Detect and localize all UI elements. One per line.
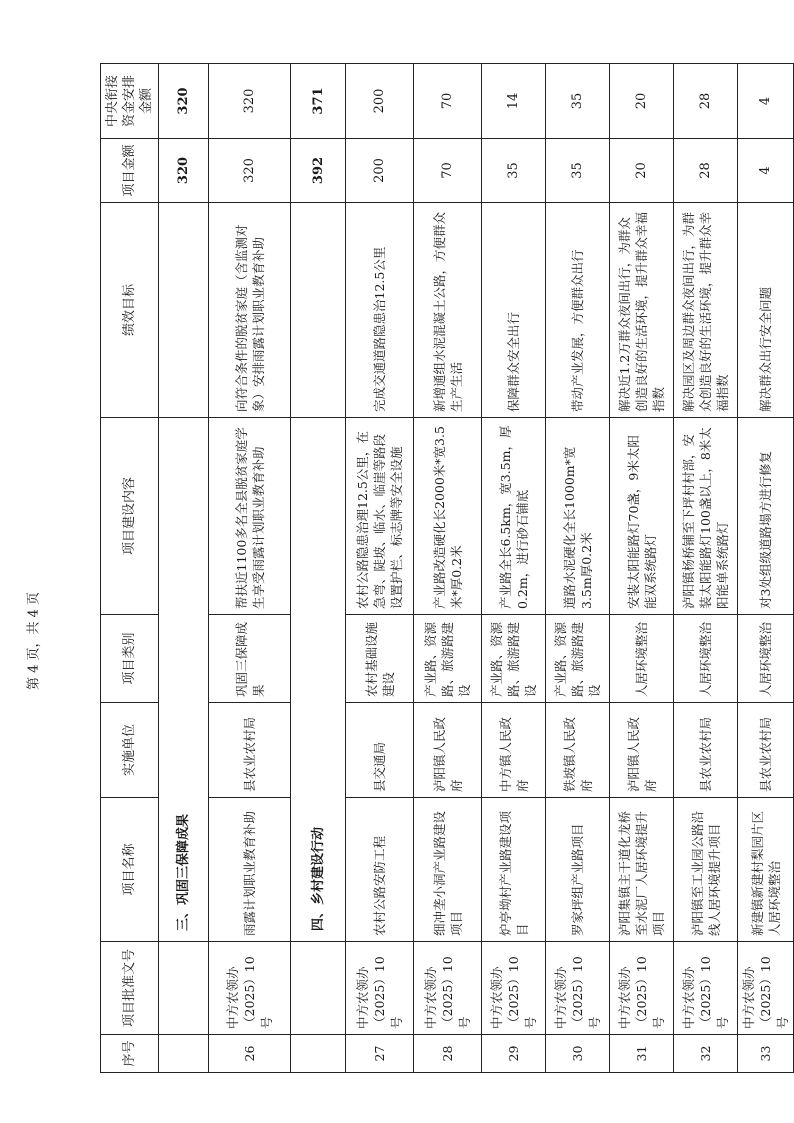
- row-goal: 解决群众出行安全问题: [738, 203, 794, 418]
- row-unit: 中方镇人民政府: [482, 703, 546, 798]
- row-category: 农村基础设施建设: [346, 615, 414, 703]
- row-central-amount: 70: [414, 64, 482, 139]
- section-row: [159, 64, 209, 1073]
- row-goal: 向符合条件的脱贫家庭（含监测对象）安排雨露计划职业教育补助: [209, 203, 291, 418]
- row-content: 帮扶近1100多名全县脱贫家庭学生享受雨露计划职业教育补助: [209, 418, 291, 615]
- row-name: 泸阳集镇主干道化龙桥至水泥厂人居环境提升项目: [610, 798, 674, 942]
- row-name: 泸阳镇至工业园公路沿线人居环境提升项目: [674, 798, 738, 942]
- row-content: 产业路全长6.5km，宽3.5m，厚0.2m，进行砂石铺底: [482, 418, 546, 615]
- row-unit: 县农业农村局: [674, 703, 738, 798]
- page-number: 第 4 页，共 4 页: [26, 591, 42, 691]
- row-content: 道路水泥硬化全长1000m*宽3.5m厚0.2米: [546, 418, 610, 615]
- row-no: 28: [414, 1035, 482, 1073]
- row-name: 细冲垄小洞产业路建设项目: [414, 798, 482, 942]
- row-content: 产业路改造硬化长2000米*宽3.5米*厚0.2米: [414, 418, 482, 615]
- page-footer: [12, 586, 52, 696]
- row-content: 农村公路隐患治理12.5公里，在急弯、陡坡、临水、临崖等路段设置护栏、标志牌等安全设施: [346, 418, 414, 615]
- row-goal: 新增通组水泥混凝土公路，方便群众生产生活: [414, 203, 482, 418]
- row-name: 雨露计划职业教育补助: [209, 798, 291, 942]
- row-no: 33: [738, 1035, 794, 1073]
- header-goal: 绩效目标: [101, 203, 159, 418]
- row-no: 30: [546, 1035, 610, 1073]
- row-unit: 县农业农村局: [209, 703, 291, 798]
- section-amount: 392: [291, 139, 346, 203]
- row-central-amount: 14: [482, 64, 546, 139]
- row-approval: 中方农领办（2025）10号: [674, 942, 738, 1035]
- row-category: 巩固三保障成果: [209, 615, 291, 703]
- header-approval: 项目批准文号: [101, 942, 159, 1035]
- row-no: 32: [674, 1035, 738, 1073]
- row-approval: 中方农领办（2025）10号: [482, 942, 546, 1035]
- row-category: 人居环境整治: [674, 615, 738, 703]
- row-goal: 带动产业发展，方便群众出行: [546, 203, 610, 418]
- row-goal: 解决近1.2万群众夜间出行，为群众创造良好的生活环境，提升群众幸福指数: [610, 203, 674, 418]
- header-unit: 实施单位: [101, 703, 159, 798]
- section-amount: 320: [159, 139, 209, 203]
- project-table: [100, 63, 794, 1073]
- row-name: 罗家坪组产业路项目: [546, 798, 610, 942]
- row-category: 产业路、资源路、旅游路建设: [482, 615, 546, 703]
- header-no: 序号: [101, 1035, 159, 1073]
- header-name: 项目名称: [101, 798, 159, 942]
- row-amount: 4: [738, 139, 794, 203]
- table-row: [738, 64, 794, 1073]
- row-unit: 县交通局: [346, 703, 414, 798]
- row-category: 产业路、资源路、旅游路建设: [414, 615, 482, 703]
- row-unit: 县农业农村局: [738, 703, 794, 798]
- row-goal: 解决园区及周边群众夜间出行，为群众创造良好的生活环境，提升群众幸福指数: [674, 203, 738, 418]
- table-row: [482, 64, 546, 1073]
- table-row: [674, 64, 738, 1073]
- row-amount: 35: [546, 139, 610, 203]
- row-central-amount: 20: [610, 64, 674, 139]
- row-goal: 保障群众安全出行: [482, 203, 546, 418]
- section-title: 四、乡村建设行动: [291, 418, 346, 942]
- row-amount: 28: [674, 139, 738, 203]
- row-approval: 中方农领办（2025）10号: [414, 942, 482, 1035]
- row-central-amount: 28: [674, 64, 738, 139]
- row-category: 人居环境整治: [738, 615, 794, 703]
- section-row: [291, 64, 346, 1073]
- table-row: [414, 64, 482, 1073]
- row-content: 泸阳镇杨桥铺至下坪村村部，安装太阳能路灯100盏以上，8米太阳能单系统路灯: [674, 418, 738, 615]
- rotated-table-wrapper: [100, 64, 790, 1073]
- row-no: 27: [346, 1035, 414, 1073]
- header-amount: 项目金额: [101, 139, 159, 203]
- table-header-row: [101, 64, 159, 1073]
- table-row: [546, 64, 610, 1073]
- row-amount: 200: [346, 139, 414, 203]
- row-name: 炉亭坳村产业路建设项目: [482, 798, 546, 942]
- table-row: [209, 64, 291, 1073]
- row-no: 26: [209, 1035, 291, 1073]
- section-central-amount: 320: [159, 64, 209, 139]
- row-unit: 泸阳镇人民政府: [414, 703, 482, 798]
- row-central-amount: 320: [209, 64, 291, 139]
- row-goal: 完成交通道路隐患治12.5公里: [346, 203, 414, 418]
- row-category: 产业路、资源路、旅游路建设: [546, 615, 610, 703]
- row-approval: 中方农领办（2025）10号: [209, 942, 291, 1035]
- row-unit: 泸阳镇人民政府: [610, 703, 674, 798]
- row-central-amount: 4: [738, 64, 794, 139]
- row-name: 农村公路安防工程: [346, 798, 414, 942]
- row-content: 安装太阳能路灯70盏，9米太阳能双系统路灯: [610, 418, 674, 615]
- row-approval: 中方农领办（2025）10号: [738, 942, 794, 1035]
- header-central: 中央衔接资金安排金额: [101, 64, 159, 139]
- row-content: 对3处组级道路塌方进行修复: [738, 418, 794, 615]
- row-approval: 中方农领办（2025）10号: [610, 942, 674, 1035]
- row-approval: 中方农领办（2025）10号: [346, 942, 414, 1035]
- row-approval: 中方农领办（2025）10号: [546, 942, 610, 1035]
- row-unit: 铁坡镇人民政府: [546, 703, 610, 798]
- header-content: 项目建设内容: [101, 418, 159, 615]
- row-amount: 320: [209, 139, 291, 203]
- row-amount: 20: [610, 139, 674, 203]
- header-category: 项目类别: [101, 615, 159, 703]
- row-amount: 35: [482, 139, 546, 203]
- table-row: [610, 64, 674, 1073]
- row-central-amount: 200: [346, 64, 414, 139]
- row-category: 人居环境整治: [610, 615, 674, 703]
- section-title: 三、巩固三保障成果: [159, 418, 209, 942]
- row-amount: 70: [414, 139, 482, 203]
- row-no: 31: [610, 1035, 674, 1073]
- table-row: [346, 64, 414, 1073]
- section-central-amount: 371: [291, 64, 346, 139]
- row-central-amount: 35: [546, 64, 610, 139]
- row-name: 新建镇新建村梨园片区人居环境整治: [738, 798, 794, 942]
- row-no: 29: [482, 1035, 546, 1073]
